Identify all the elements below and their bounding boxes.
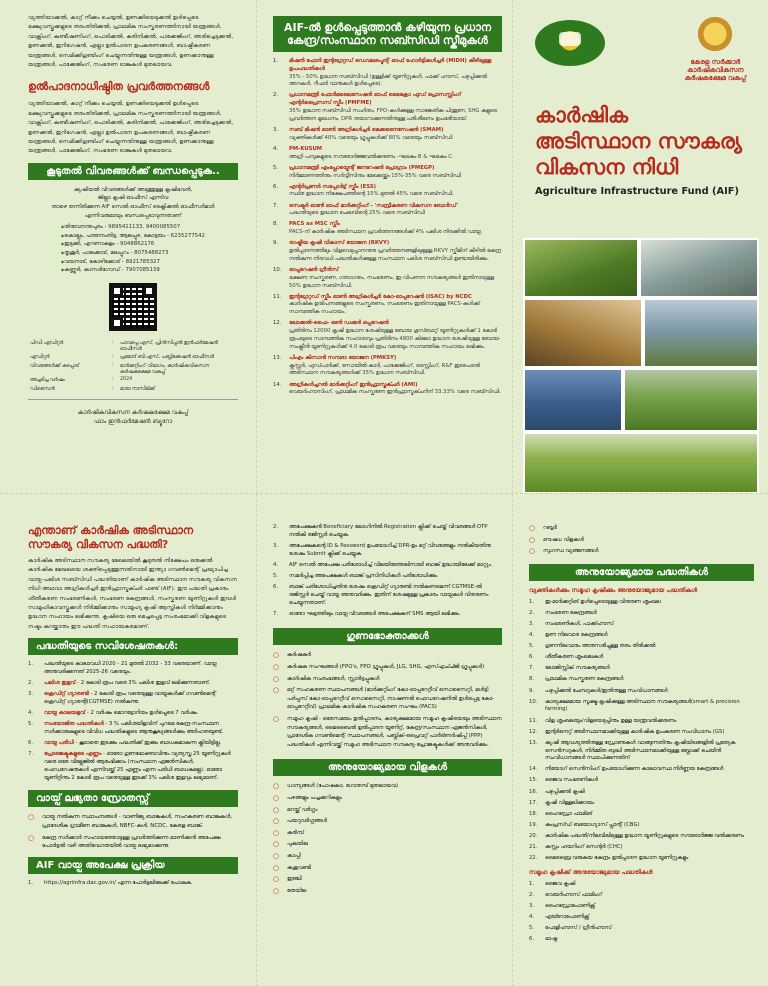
list-item: 18. ഹൈഡ്രോ ഫാമിങ്	[529, 810, 593, 817]
schemes-band: AIF-ൽ ഉൾപ്പെടുത്താൻ കഴിയുന്ന പ്രധാന കേന്ദ്ര/സംസ്ഥാന സബ്സിഡി സ്കീമുകൾ	[273, 16, 502, 52]
photo-paddy-field	[523, 432, 759, 493]
list-item: ○ സുഗന്ധ വ്യഞ്ജനങ്ങൾ	[529, 547, 599, 556]
list-item: 21. കസ്റ്റം ഹയറിംഗ് സെന്റർ (CHC)	[529, 844, 623, 851]
list-item: 6. വായ്പ പരിധി - കൂടാതെ ഇടക്കും പദ്ധതിക്ക് ഇക്കും ബാധകമാകുന്ന ക്ലിയിട്ടില്ല.	[28, 740, 222, 747]
contact-line: ജില്ലാ കൃഷി ഓഫീസ് എന്നിവ	[97, 195, 169, 202]
list-item: 5. പ്രധാനമന്ത്രി എംപ്ലോയ്മെന്റ് ജനറേഷൻ പ്രോഗ്രാം (PMEGP) നിർമ്മാണത്തിനും സർവ്വീസിനും മേഖലയ്ക്കും 15%-35% വരെ സബ്സിഡി	[273, 164, 461, 179]
list-item: 2. വെയർഹൗസ് ഫാമിംഗ്	[529, 892, 602, 899]
aif-logo	[535, 20, 605, 66]
list-item: 8. പ്രാഥമിക സംസ്കരണ കേന്ദ്രങ്ങൾ	[529, 676, 624, 683]
list-item: ○ കേന്ദ്ര സർക്കാർ സഹായത്തോടുള്ള പ്രവർത്തിക്കുന്ന മാണിക്കൻ അപേക്ഷ പോർട്ടൽ വഴി അതിവേഗതയിൽ വായ്പ ലഭ്യമാക്കുന്നു.	[28, 833, 221, 850]
cover-title-english: Agriculture Infrastructure Fund (AIF)	[535, 186, 739, 197]
list-item: 2. അപേക്ഷകൻ Beneficiary ലോഗിനിൽ Registration ക്ലിക്ക് ചെയ്ത് വിവരങ്ങൾ OTP നൽകി രജിസ്റ്റർ ചെയ്യുക.	[273, 524, 488, 538]
contact-line: താഴെ തന്നിരിക്കുന്ന AIF സെൽ ഓഫീസ് ടെക്നിക്കൽ ഓഫീസർമാർ	[51, 204, 215, 211]
list-item: 17. കൃഷി വിള്ളലിക്കായം	[529, 799, 595, 806]
what-is-aif-heading: എന്താണ് കാർഷിക അടിസ്ഥാന സൗകര്യ വികസന പദ്ധതി?	[28, 524, 194, 551]
list-item: 13. പിഎം കിസാൻ സമ്പദാ യോജന (PMKSY) ക്ലസ്റ്റർ, ഫുഡ്പാർക്ക്, സോയിൽ-കാർ, പാക്കേജിംഗ്, ടെസ്റ്റിംഗ്, R&F ഇടപെടൽ അടിസ്ഥാന സൗകര്യങ്ങൾക്ക് 35% ഉദ്ധാന സബ്സിഡി.	[273, 354, 480, 377]
schemes-list	[273, 58, 502, 397]
credits-row: പിഡി എഡിറ്റർ : പാവപ്പെ എസ്, പ്രിൻസിപ്പൽ ഇൻഫർമേഷൻ ഓഫീസർ	[30, 340, 218, 352]
govt-emblem-block	[685, 14, 746, 82]
lenders-list	[28, 813, 238, 850]
features-band: പദ്ധതിയുടെ സവിശേഷതകൾ:	[28, 638, 238, 655]
list-item: 3. അപേക്ഷകന്റെ ID & Password ഉപയോഗിച്ച് DPR-ഉം മറ്റ് വിവരങ്ങളും നൽകിയതിനു ശേഷം Submit ക്ലിക്ക് ചെയ്യുക.	[273, 542, 491, 557]
list-item: 5. സംയോജിത പദ്ധതികൾ - 3 % പലിശയിളവിന് പുറമെ കേന്ദ്ര-സംസ്ഥാന സർക്കാരുകളുടെ വിവിധ പദ്ധതികളുടെ ആനുകൂല്യങ്ങൾക്കും അർഹതയുണ്ട്.	[28, 721, 224, 736]
beneficiaries-list	[273, 651, 502, 749]
list-item: 6. ബാങ്ക് പരിശോധിച്ചതിനു ശേഷം ക്രെഡിറ്റ് ഗ്യാരണ്ടി നൽകണമെന്ന് CGTMSE-ൽ രജിസ്റ്റർ ചെയ്ത് വായ്പ അനുവദിക്കും. ഇതിന് ശേഷമുള്ള പ്രകാരം വായ്പകൾ വിതരണം ചെയ്യുന്നതാണ്.	[273, 583, 489, 606]
cover-title-line: കാർഷിക	[535, 103, 629, 127]
list-item: ○ റബ്ബർ	[529, 524, 557, 532]
apply-steps	[28, 880, 238, 888]
list-item: ○ പയറുവർഗ്ഗങ്ങൾ	[273, 817, 328, 826]
publisher-footer	[28, 408, 238, 426]
photo-tractor	[643, 298, 759, 368]
features-list	[28, 661, 238, 782]
list-item: 6. ഭാഷ്പ	[529, 936, 557, 943]
cover-photo-collage	[523, 238, 759, 493]
community-projects-list	[529, 881, 754, 944]
list-item: 2. സംഭരണ കേന്ദ്രങ്ങൾ	[529, 609, 597, 616]
list-item: ○ മറ്റ് സഹകരണ സ്ഥാപനങ്ങൾ (മാർക്കറ്റിംഗ് കോ-ഓപ്പറേറ്റീവ് സൊസൈറ്റി, മൾട്ടി പർപ്പസ് കോ-ഓപ്പറേറ്റീവ് സൊസൈറ്റി, നാഷണൽ ഫെഡറേഷനിൽ ഉൾപ്പെട്ട കോ-ഓപ്പറേറ്റീവ്) പ്രാഥമിക കാർഷിക സഹകരണ സംഘം (PACS)	[273, 686, 495, 711]
list-item: ○ കർഷക സംഘങ്ങൾ (FPO's, FPO ഗ്രൂപ്പുകൾ, JLG, SHG, എസ്എച്ച്ജി ഗ്രൂപ്പുകൾ)	[273, 663, 485, 672]
cover-title-malayalam	[529, 102, 754, 180]
list-item: 12. ലോക്കൽ-ഫൈ- ഒൺ ഡക്കർ ഒപ്പറേഷൻ പ്രതിദിനം 12000 കൃഷി ഉദ്ധാന ശേഷിയുള്ള ബോയ ഗൂസ്ബാറ്റ് യൂണിറ്റുകൾക്ക് 1 കോടി രൂപയുടെ സാമ്പത്തിക സഹായവും പ്രതിദിനം 4800 കിലോ ഉദ്ധാന ശേഷിയുള്ള ബോയ-സംക്ലീൻ യൂണിറ്റുകൾക്ക് 4.0 കോടി രൂപ വരെയും സാമ്പത്തിക സഹായം ലഭിക്കും.	[273, 320, 501, 350]
pre-production-heading: ഉൽപാദനാധിഷ്ഠിത പ്രവർത്തനങ്ങൾ	[28, 80, 210, 94]
list-item: ○ വായ്പ നൽകുന്ന സ്ഥാപനങ്ങൾ - വാണിജ്യ ബാങ്കുകൾ, സഹകരണ ബാങ്കുകൾ, പ്രാദേശിക ഗ്രാമീണ ബാങ്കുകൾ, NBFC-കൾ, NCDC, കേരള ബാങ്ക്.	[28, 813, 232, 829]
list-item: ○ ഔഷധ വിളകൾ	[529, 535, 584, 544]
list-item: ○ കർഷകർ	[273, 651, 311, 660]
qr-code	[109, 283, 157, 331]
list-item: 3. സംഭരണികൾ, പാക്ക്ഹൗസ്	[529, 620, 614, 627]
credits-row: വിവരങ്ങൾക്ക് കടപ്പാട് : മാർക്കറ്റിംഗ് വിഭാഗം, കാർഷികവികസന കർഷകക്ഷേമ വകുപ്പ്	[30, 362, 209, 375]
contact-phone: ◆ വയനാട്, കോഴിക്കോട് - 8921785327	[61, 258, 205, 267]
govt-name	[685, 58, 746, 82]
kerala-emblem-icon	[695, 14, 735, 54]
list-item: ○ ഇഞ്ചി	[273, 875, 302, 884]
list-item: 11. വിള ശൃംഖലയും/വിളയെടുപ്പിനും ഉള്ള യന്ത്രവൽക്കരണം	[529, 717, 677, 724]
list-item: ○ കാർഷിക സംരംഭങ്ങൾ, സ്റ്റാർട്ടപ്പുകൾ	[273, 674, 380, 683]
contact-phone: ◆ തൃശൂർ, പാലക്കാട്, മലപ്പുറം - 8075488273	[61, 249, 205, 258]
list-item: ○ കരിമ്പ്	[273, 828, 304, 837]
list-item: 12. ഇന്റർനെറ്റ് അടിസ്ഥാനമാക്കിയുള്ള കാർഷിക ഉപകരണ സംവിധാനം (GS)	[529, 728, 725, 735]
list-item: 1. മിഷൻ ഫോർ ഇന്റഗ്രേറ്റഡ് ഡെവലപ്മെന്റ് ഓഫ് ഹോർട്ടികൾച്ചർ (MIDH) കീഴിലുള്ള ഉപപദ്ധതികൾ 35% - 50% ഉദ്ധാന സബ്സിഡി (ഉള്ളിക്ക് യൂണിറ്റുകൾ, പാക്ക് ഹൗസ്, പഴുപ്പിക്കൽ അറകൾ, റീഫർ വാനുകൾ ഉൾപ്പെടെ).	[273, 58, 492, 88]
panel-back	[0, 0, 256, 493]
list-item: 4. വായ്പ കാലയളവ് - 2 വർഷം മൊറട്ടോറിയം ഉൾപ്പെടെ 7 വർഷം.	[28, 710, 199, 717]
list-item: 9. രാഷ്ട്രീയ കൃഷി വികാസ് യോജന (RKVY) ഉൽപ്പാദനത്തിലും വിളവെടുപ്പാനന്തര പ്രവർത്തനങ്ങളിലുമുള്ള RKVY സ്കീമിന് കീഴിൽ കേന്ദ്ര നൽകുന്ന നിരവധി പദ്ധതികൾക്കുള്ള സംസ്ഥാന പലിശ സബ്സിഡി ഉണ്ടായിരിക്കും.	[273, 240, 501, 262]
beneficiaries-band: ഗുണഭോക്താക്കൾ	[273, 628, 502, 645]
contact-band: കൂടുതൽ വിവരങ്ങൾക്ക് ബന്ധപ്പെടുക..	[28, 163, 238, 180]
list-item: 6. ശീതീകരണ ശൃംഖലകൾ	[529, 654, 604, 661]
list-item: 4. PM-KUSUM അഗ്രി പമ്പുകളുടെ സൗരോർജ്ജവൽക്കരണം -ഘടകം B & ഘടകം C.	[273, 145, 454, 160]
list-item: 13. ക്യഷി ആവശ്യത്തിനുള്ള ഡ്രോണുകൾ വാങ്ങുന്നതിനും കൃഷിയിടങ്ങളിൽ പ്രത്യേക സെൻസറുകൾ, നിർമ്മിത ബുദ്ധി അടിസ്ഥാനമാക്കിയുള്ള ബ്ലോക്ക് ചെയിൻ സംവിധാനങ്ങൾ സ്ഥാപിക്കുന്നതിന്	[529, 739, 736, 762]
contact-line: ക്യഷിയൽ വിവരങ്ങൾക്ക് അടുത്തുള്ള കൃഷിഭവൻ,	[73, 186, 193, 193]
footer-rule	[28, 399, 238, 400]
list-item: 9. പഴുപ്പിക്കൽ ചേമ്പറുകൾ/ഇതിനുള്ള സംവിധാനങ്ങൾ	[529, 687, 668, 694]
list-item: 5. ഗുണനിലവാരം അനുസരിച്ചുള്ള തരം തിരിക്കൽ	[529, 643, 656, 650]
pre-production-paragraph: വ്യത്തിയാക്കൽ, കാറ്റ് നീക്കം ചെയ്യൽ, ഉണക്കിയെടുക്കൽ ഉൾപ്പെടെ ഭക്ഷ്യവസ്തുക്കളുടെ തരംതിരിക്കൽ, പ്രാഥമിക സംസ്കരണത്തിനായി യന്ത്രങ്ങൾ, വാക്സിംഗ്, കണ്ടീഷണിംഗ്, പൊടിക്കൽ, കരിനിക്കൽ, പാക്കേജിംഗ്, അരിച്ചെടുക്കൽ, ഉണക്കൽ, ഇറിഗേഷൻ, എല്ലാ ഉൽപാദന ഉപകരണങ്ങൾ, ബാഷ്പീകരണ യന്ത്രങ്ങൾ, സെമിക്കിഗുണ്ടിംഗ് ചെയ്യുന്നതിനുള്ള യന്ത്രങ്ങൾ, ഉണക്കാനുള്ള യന്ത്രങ്ങൾ, പാക്കേജിംഗ്, സംഭരണ ടാങ്കുകൾ മുതലായവ.	[28, 101, 234, 155]
crops-band: അനുയോജ്യമായ വിളകൾ	[273, 759, 502, 776]
list-item: 6. എന്റർപ്രണർ സപ്പോർട്ട് സ്കീം (ESS) സ്ഥിര ഉദ്ധാന നിക്ഷേപത്തിന്റെ 15% മുതൽ 45% വരെ സബ്സിഡി.	[273, 183, 454, 198]
apply-steps-continued	[273, 524, 502, 618]
photo-machinery	[639, 238, 759, 298]
photo-field	[523, 238, 639, 298]
panel-projects	[512, 494, 768, 986]
list-item: 2. പ്രധാനമന്ത്രി ഫോർമലൈസേഷൻ ഓഫ് മൈക്രോ ഫുഡ് പ്രോസസ്സിംഗ് എന്റർപ്രൈസസ് സ്കീം (PMFME) 35% ഉദ്ധാന സബ്സിഡി സഹിതം, FPO-കൾക്കുള്ള സാങ്കേതിക പിന്തുണ, SHG കളുടെ പ്രവർത്തന മൂലധനം, DPR തയാറാക്കുന്നതിനുള്ള പരിശീലനം ഉപഭരിയായ്.	[273, 92, 497, 122]
list-item: 3. ക്രെഡിറ്റ് ഗ്യാരണ്ടി - 2 കോടി രൂപ വരെയുള്ള വായ്പകൾക്ക് ഗവൺമെന്റ് ക്രെഡിറ്റ് ഗ്യാരന്റി(CGTMSE) നൽകുന്നു.	[28, 691, 216, 706]
list-item: 7. ലോജിസ്റ്റിക് സൗകര്യങ്ങൾ	[529, 665, 610, 672]
list-item: 1. https://agriinfra.dac.gov.in/ എന്ന പോർട്ടലിലേക്ക് പോകുക.	[28, 879, 193, 886]
list-item: 15. ജൈവ സംഭരണികൾ	[529, 777, 598, 784]
cover-header	[529, 10, 754, 82]
list-item: 5. പോളിഹൗസ് / ഗ്രീൻഹൗസ്	[529, 925, 612, 932]
list-item: ○ കാപ്പി	[273, 851, 301, 860]
govt-name-line: കേരള സർക്കാർ	[690, 58, 741, 66]
list-item: 4. എയ്റോപോണിക്സ്	[529, 914, 590, 921]
list-item: 8. PACS as MSC സ്കീം PACS-ന് കാർഷിക അടിസ്ഥാന പ്രവർത്തനങ്ങൾക്ക് 4% പലിശ നിരക്കിൽ വായ്പ.	[273, 221, 483, 236]
community-projects-heading: സമൂഹ കൃഷിക്ക് അനുയോജ്യമായ പദ്ധതികൾ	[529, 868, 653, 876]
contact-phone: ◆ ഇടുക്കി, എറണാകുളം - 9048862176	[61, 240, 205, 249]
list-item: 14. അഗ്രികൾച്ചറൽ മാർക്കറ്റിംഗ് ഇൻഫ്രാസ്ട്രക്ചർ (AMI) വെയർഹൗസിംഗ്, പ്രാഥമിക സംസ്കരണ ഇൻഫ്രാസ്ട്രക്ചറിന് 33.33% വരെ സബ്സിഡി.	[273, 381, 501, 396]
credits-row: എഡിറ്റർ : പ്രമോദ് ബി.എസ്, പബ്ലിക്കേഷൻ ഓഫീസർ	[30, 354, 214, 361]
govt-name-line: കാർഷികവികസന	[687, 66, 744, 74]
credits-row: അച്ചടിച്ച വർഷം : 2024	[30, 377, 133, 384]
list-item: 11. ഇന്റഗ്രേറ്റഡ് സ്കീം ഓൺ അഗ്രികൾച്ചർ കോ-ഓപ്പറേഷൻ (ISAC) by NCDC കാർഷിക ഉൽപന്നങ്ങളുടെ സംസ്കരണം, സംഭരണം ഇതിനായുള്ള PACS-കൾക്ക് സാമ്പത്തിക സഹായം.	[273, 293, 480, 316]
credits-row: ഡിസൈൻ : മായ നാസിമ്ക്ക്	[30, 385, 155, 392]
panel-process	[256, 494, 512, 986]
panel-about	[0, 494, 256, 986]
list-item: 1. പദ്ധതിയുടെ കാലാവധി 2020 - 21 മുതൽ 2032 - 33 വരെയാണ്. വായ്പ അനുവദിക്കുന്നത് 2025-26 വരെയും.	[28, 661, 217, 676]
list-item: ○ തേയില	[273, 886, 307, 895]
contact-phone: ◆ കൊല്ലം, പത്തനംതിട്ട, ആലപ്പുഴ, കോട്ടയം - 6235277542	[61, 232, 205, 241]
list-item: 10. കാര്യക്ഷമമായ സൂക്ഷ്മ കൃഷിക്കുള്ള അടിസ്ഥാന സൗകര്യങ്ങൾ(smart & precision farming)	[529, 698, 740, 713]
list-item: 16. പഴുപ്പിക്കൽ കൃഷി	[529, 788, 585, 795]
list-item: 1. ജൈവ കൃഷി	[529, 880, 576, 887]
list-item: 4. AIF സെൽ അപേക്ഷ പരിശോധിച്ച് വിലയിരുത്തലിനായി ബാങ്ക് ഉദ്ധായിലേക്ക് മാറ്റും.	[273, 561, 493, 568]
individual-projects-heading: വ്യക്തികൾക്കും സമൂഹ കൃഷിക്കും അനുയോജ്യമായ പദ്ധതികൾ	[529, 586, 698, 594]
projects-band: അനുയോജ്യമായ പദ്ധതികൾ	[529, 564, 754, 581]
list-item: ○ മറയ്ക്ക് വർഗ്ഗം	[273, 805, 318, 814]
publisher-line: ഫാം ഇൻഫർമേഷൻ ബ്യൂറോ	[93, 417, 173, 425]
list-item: 3. ഹൈഡ്രോപോണിക്സ്	[529, 903, 596, 910]
contact-phone: ◆ തിരുവനന്തപുരം - 9895411133, 9400085507	[61, 223, 205, 232]
list-item: 10. ഓപ്പറേഷൻ ഗ്രീൻസ് ഭക്ഷണ സംസ്കരണ, ഗതാഗതം, സംഭരണം, ഇ-വിപണന സൗകര്യങ്ങൾ ഇതിനായുള്ള 50% ഉദ്ധാന സബ്സിഡി.	[273, 267, 494, 289]
photo-storage-tanks	[523, 368, 623, 432]
list-item: ○ സമൂഹ കൃഷി - ഒരേസമയം ഉൽപ്പാദനം, കാര്യക്ഷമമായ സമൂഹ കൃഷിയെയും അടിസ്ഥാന സൗകര്യങ്ങൾ, മൈബൈൽ ഉൽപ്പാദന യൂണിറ്റ്, കേന്ദ്ര/സംസ്ഥാന ഏജൻസികൾ, പ്രാദേശിക ഗവൺമെന്റ് സ്ഥാപനങ്ങൾ, പബ്ലിക്-പ്രൈവറ്റ് പാർട്ണർഷിപ്പ് (PPP) പദ്ധതികൾ എന്നിവയ്ക്ക് സമൂഹ അടിസ്ഥാന സൗകര്യ-പ്രോജക്ടുകൾക്ക് അനുവദിക്കും.	[273, 715, 502, 748]
crops-list	[273, 782, 502, 895]
list-item: 19. കംപ്രസ്ഡ് ബയോഗ്യാസ് പ്ലാന്റ് (CBG)	[529, 821, 640, 828]
cover-title-line: വികസന നിധി	[535, 155, 679, 179]
publisher-line: കാർഷികവികസന കർഷകക്ഷേമ വകുപ്പ്	[77, 408, 189, 416]
list-item: 4. ഉണ നിലവാര കേന്ദ്രങ്ങൾ	[529, 632, 608, 639]
list-item: ○ ധാന്യങ്ങൾ (പോഷകാ, ഗോതമ്പ് മുതലായവ)	[273, 782, 399, 791]
lenders-band: വായ്പ് ലഭ്യതാ സ്രോതസ്സ്	[28, 790, 238, 807]
list-item: 1. ഇ-മാർക്കറ്റിങ് ഉൾപ്പെടെയുള്ള വിതരണ ശൃംഖല	[529, 598, 661, 605]
panel-schemes	[256, 0, 512, 493]
list-item: 3. സബ് മിഷൻ ഓൺ അഗ്രികൾച്ചർ മെക്കനൈസേഷൻ (SMAM) വ്യക്തികൾക്ക് 40% വരെയും ഗ്രൂപ്പുകൾക്ക് 80% വരെയും സബ്സിഡി	[273, 126, 453, 141]
cover-title-line: അടിസ്ഥാന സൗകര്യ	[535, 129, 742, 153]
what-is-aif-paragraph: കാർഷിക അടിസ്ഥാന സൗകര്യ മേഖലയിൽ കൂടുതൽ നിക്ഷേപം ഒരുക്കൽ കാർഷിക മേഖലയെ ശക്തിപ്പെടുത്തുന്നതിനായി ഇന്ത്യാ ഗവൺമെന്റ് പ്രഖ്യാപിച്ച വായ്പ-പലിശ സബ്സിഡി പദ്ധതിയാണ് കാർഷിക അടിസ്ഥാന സൗകര്യ വികസന നിധി അഥവാ അഗ്രികൾച്ചർ ഇൻഫ്രാസ്ട്രക്ചർ ഫണ്ട് (AIF). ഈ പദ്ധതി പ്രകാരം ശീതീകരണ സംഭരണികൾ, സംഭരണ കേന്ദ്രങ്ങൾ, സംസ്കരണ യൂണിറ്റുകൾ ഇവൾ സാമൂഹികാവസ്തുക്കൾ നിർമ്മിക്കാനും സാമൂഹ്യ കൃഷി ആസ്തികൾ നിർമ്മിക്കാനും ഉദ്ധാന സഹായം ലഭിക്കുന്നു. കൃഷിയെ ഒരു മെച്ചപ്പെട്ട സംരംഭമാക്കി വിളകളുടെ നഷ്ടം കുറയ്ക്കാനും ഈ പദ്ധതി സഹായകരമാണ്.	[28, 558, 237, 630]
contact-line: എന്നിവരുമായും ബന്ധപ്പെടാവുന്നതാണ്	[84, 212, 182, 219]
intro-paragraph: വ്യത്തിയാക്കൽ, കാറ്റ് നീക്കം ചെയ്യൽ, ഉണക്കിയെടുക്കൽ ഉൾപ്പെടെ ഭക്ഷ്യവസ്തുക്കളുടെ തരംതിരിക്കൽ, പ്രാഥമിക സംസ്കരണത്തിനായി യന്ത്രങ്ങൾ, വാക്സിംഗ്, കണ്ടീഷണിംഗ്, പൊടിക്കൽ, കരിനിക്കൽ, പാക്കേജിംഗ്, അരിച്ചെടുക്കൽ, ഉണക്കൽ, ഇറിഗേഷൻ, എല്ലാ ഉൽപാദന ഉപകരണങ്ങൾ, ബാഷ്പീകരണ യന്ത്രങ്ങൾ, സെമിക്കിഗുണ്ടിംഗ് ചെയ്യുന്നതിനുള്ള യന്ത്രങ്ങൾ, ഉണക്കാനുള്ള യന്ത്രങ്ങൾ, പാക്കേജിംഗ്, സംഭരണ ടാങ്കുകൾ മുതലായവ.	[28, 15, 234, 69]
list-item: 7. ഓരോ ഘട്ടത്തിലും വായ്പ വിവരങ്ങൾ അപേക്ഷകന് SMS ആയി ലഭിക്കും.	[273, 610, 461, 617]
brochure-inner-side	[0, 493, 768, 986]
list-item: 22. മൈബ്രൈ വരുകയ കേന്ദ്രം ഉൽപ്പാദന ഉദ്ധാന യൂണിറ്റുകളും	[529, 855, 689, 862]
list-item: 5. സമർപ്പിച്ച അപേക്ഷകൾ ബാങ്ക് പ്രസിനിധികൾ പരിശോധിക്കും.	[273, 572, 439, 579]
panel-cover	[512, 0, 768, 493]
apply-band: AIF വായ്പ അപേക്ഷ പ്രക്രിയ	[28, 857, 238, 874]
individual-projects-list	[529, 599, 754, 863]
list-item: ○ പഴങ്ങളും പച്ചക്കറികളും	[273, 793, 342, 802]
crops-list-continued	[529, 524, 754, 556]
contact-phone-list	[61, 223, 205, 275]
list-item: 20. കാർഷിക പദ്ധതി/നിലവിലിലുള്ള ഉദ്ധാന യൂണിറ്റുകളുടെ സൗരോർജ്ജ വൽക്കരണം	[529, 832, 745, 839]
contact-phone: ◆ കണ്ണൂർ, കാസർഗോഡ് - 7907085139	[61, 266, 205, 275]
photo-polyhouse	[623, 368, 759, 432]
contact-block	[28, 186, 238, 275]
list-item: 14. നിയോഗ് സെൻസിംഗ് ഉപയോഗിക്കുന്ന കാലാവസ്ഥ നിർണ്ണയ കേന്ദ്രങ്ങൾ	[529, 766, 724, 773]
list-item: 2. പലിശ ഇളവ് - 2 കോടി രൂപ വരെ 3% പലിശ ഇളവ് ലഭിക്കുന്നതാണ്.	[28, 680, 211, 687]
list-item: 7. പ്രോജെക്ടുകളുടെ എണ്ണം - ഓരോ ഗുണഭോക്താവിനും വ്യത്യസ്ത 25 യൂണിറ്റുകൾ വരെ ഒരേ വില്ലേജിൽ ആരംഭിക്കാം (സംസ്ഥാന ഏജൻസികൾ, ഫെഡറേഷനുകൾ എന്നിവയ്ക്ക് 25 എണ്ണം എന്ന പരിധി ബാധകമല്ല). ഓരോ യൂണിറ്റിനും 2 കോടി രൂപ വരെയുള്ള ഇടക്ക് 3% പലിശ ഇളവും ലഭ്യമാണ്.	[28, 751, 231, 781]
list-item: ○ പുകയില	[273, 840, 308, 849]
list-item: 7. സെക്ടർ ഓൺ ഓഫ് മാർക്കറ്റിംഗ് - 'സമ്പ്രീകരണ വികസന ബോർഡ്' പദ്ധതിയുടെ ഉദ്ധാന ചെലവിന്റെ 25% വരെ സബ്സിഡി	[273, 202, 458, 217]
list-item: ○ കശുവണ്ടി	[273, 863, 311, 872]
govt-name-line: കർഷകക്ഷേമ വകുപ്പ്	[684, 74, 746, 82]
photo-drying	[523, 298, 643, 368]
credits-table	[28, 339, 238, 393]
